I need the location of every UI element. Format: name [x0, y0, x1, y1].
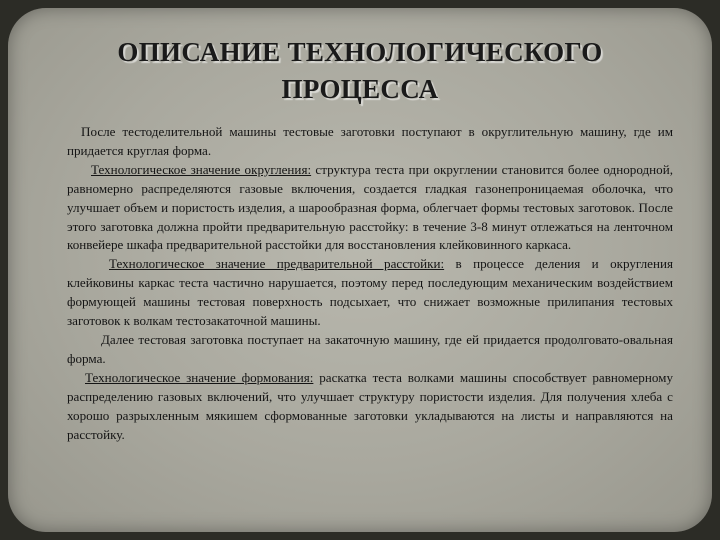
paragraph-4 [67, 331, 673, 369]
paragraph-5 [67, 369, 673, 445]
paragraph-2 [67, 161, 673, 256]
paragraph-4-text: Далее тестовая заготовка поступает на закаточную машину, где ей придается продолговато-овальная форма. [67, 331, 673, 366]
paragraph-3-text: в процессе деления и округления клейковины каркас теста частично нарушается, поэтому перед последующим механическим воздействием формующей машины тестовая поверхность подсыхает, что снижает возможные прилипания тестовых заготовок к волкам тестозакаточной машины. [67, 256, 673, 329]
paragraph-5-text: раскатка теста волками машины способствует равномерному распределению газовых включений, что улучшает структуру пористости изделия. Для получения хлеба с хорошо разрыхленным мякишем сформованные заготовки укладываются на листы и направляются на расстойку. [67, 369, 673, 442]
body-text [67, 123, 673, 444]
paragraph-1 [67, 123, 673, 161]
paragraph-2-text: структура теста при округлении становится более однородной, равномерно распределяются газовые включения, создается гладкая газонепроницаемая оболочка, что улучшает объем и пористость изделия, а шарообразная форма, облегчает формы тестовых заготовок. После этого заготовка должна пройти предварительную расстойку: в течение 3-8 минут отлежаться на ленточном конвейере шкафа предварительной расстойки для восстановления клейковинного каркаса. [67, 161, 673, 253]
paragraph-1-text: После тестоделительной машины тестовые заготовки поступают в округлительную машину, где им придается круглая форма. [67, 124, 673, 158]
paragraph-5-heading: Технологическое значение формования: [85, 369, 314, 385]
title-line-1: ОПИСАНИЕ ТЕХНОЛОГИЧЕСКОГО [117, 37, 603, 67]
slide-title [0, 34, 720, 108]
paragraph-3 [67, 255, 673, 331]
paragraph-2-heading: Технологическое значение округления: [91, 161, 312, 177]
title-line-2: ПРОЦЕССА [281, 74, 439, 104]
paragraph-3-heading: Технологическое значение предварительной расстойки: [109, 256, 445, 272]
